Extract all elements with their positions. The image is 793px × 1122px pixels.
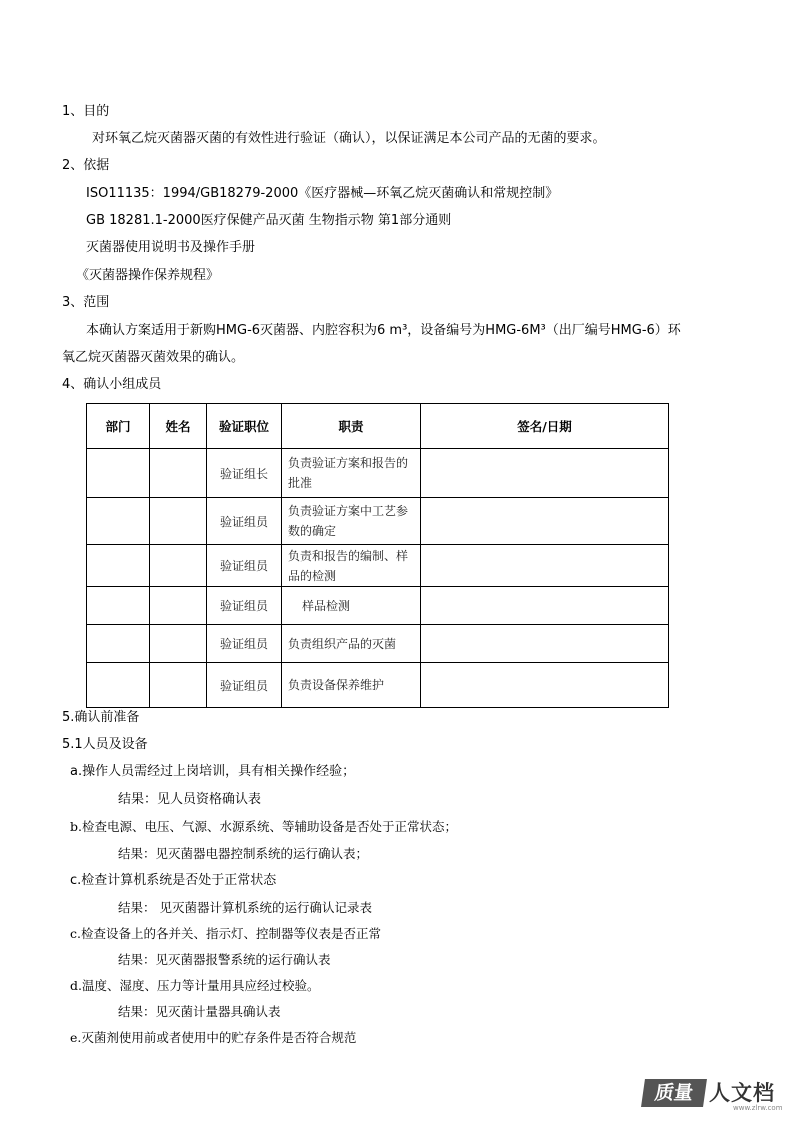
- section-3-body-line-2: 氧乙烷灭菌器灭菌效果的确认。: [62, 350, 245, 365]
- header-signature: 签名/日期: [421, 404, 669, 449]
- cell-duty: 负责设备保养维护: [282, 663, 421, 708]
- section-3-heading: 3、范围: [62, 295, 110, 310]
- reference-item: 灭菌器使用说明书及操作手册: [86, 240, 256, 255]
- cell-duty: 负责和报告的编制、样品的检测: [282, 545, 421, 587]
- prep-item: c.检查计算机系统是否处于正常状态: [70, 873, 277, 888]
- cell-role: 验证组长: [207, 449, 282, 498]
- section-4-heading: 4、确认小组成员: [62, 377, 162, 392]
- prep-result: 结果：见灭菌器电器控制系统的运行确认表；: [118, 846, 369, 861]
- cell-role: 验证组员: [207, 545, 282, 587]
- table-header-row: [87, 404, 669, 449]
- cell-duty: 负责验证方案和报告的批准: [282, 449, 421, 498]
- prep-item: a.操作人员需经过上岗培训，具有相关操作经验；: [70, 764, 356, 779]
- prep-result: 结果：见灭菌器报警系统的运行确认表: [118, 952, 331, 967]
- prep-result: 结果：见灭菌计量器具确认表: [118, 1004, 281, 1019]
- cell-signature: [421, 663, 669, 708]
- cell-role: 验证组员: [207, 625, 282, 663]
- cell-name: [150, 587, 207, 625]
- watermark-text: 人文档: [709, 1081, 775, 1105]
- section-1-body: 对环氧乙烷灭菌器灭菌的有效性进行验证（确认），以保证满足本公司产品的无菌的要求。: [92, 131, 606, 146]
- section-5-heading: 5.确认前准备: [62, 710, 140, 725]
- cell-duty: 样品检测: [282, 587, 421, 625]
- section-2-heading: 2、依据: [62, 158, 110, 173]
- cell-name: [150, 498, 207, 545]
- section-5-1-heading: 5.1人员及设备: [62, 737, 148, 752]
- cell-role: 验证组员: [207, 663, 282, 708]
- table-row: [87, 545, 669, 587]
- cell-dept: [87, 625, 150, 663]
- cell-role: 验证组员: [207, 587, 282, 625]
- cell-signature: [421, 449, 669, 498]
- cell-signature: [421, 587, 669, 625]
- cell-dept: [87, 545, 150, 587]
- cell-role: 验证组员: [207, 498, 282, 545]
- cell-dept: [87, 587, 150, 625]
- prep-result: 结果：见人员资格确认表: [118, 792, 262, 807]
- team-members-table: [86, 403, 669, 708]
- watermark-box: 质量: [641, 1079, 707, 1107]
- cell-duty: 负责验证方案中工艺参数的确定: [282, 498, 421, 545]
- section-3-body-line-1: 本确认方案适用于新购HMG-6灭菌器、内腔容积为6 m³，设备编号为HMG-6M³（出厂编号HMG-6）环: [86, 323, 681, 338]
- table-row: [87, 663, 669, 708]
- cell-dept: [87, 663, 150, 708]
- header-dept: 部门: [87, 404, 150, 449]
- header-duty: 职责: [282, 404, 421, 449]
- cell-signature: [421, 545, 669, 587]
- cell-dept: [87, 449, 150, 498]
- section-1-heading: 1、目的: [62, 104, 110, 119]
- watermark-url: www.zlrw.com: [733, 1104, 783, 1112]
- prep-result: 结果： 见灭菌器计算机系统的运行确认记录表: [118, 900, 372, 915]
- cell-dept: [87, 498, 150, 545]
- table-row: [87, 587, 669, 625]
- reference-item: ISO11135：1994/GB18279-2000《医疗器械—环氧乙烷灭菌确认和常规控制》: [86, 186, 559, 201]
- prep-item: b.检查电源、电压、气源、水源系统、等辅助设备是否处于正常状态；: [70, 819, 457, 834]
- table-row: [87, 498, 669, 545]
- cell-signature: [421, 498, 669, 545]
- reference-item: 《灭菌器操作保养规程》: [76, 268, 220, 283]
- prep-item: d.温度、湿度、压力等计量用具应经过校验。: [70, 978, 320, 993]
- table-row: [87, 449, 669, 498]
- cell-name: [150, 625, 207, 663]
- header-name: 姓名: [150, 404, 207, 449]
- cell-signature: [421, 625, 669, 663]
- prep-item: c.检查设备上的各并关、指示灯、控制器等仪表是否正常: [70, 926, 381, 941]
- cell-name: [150, 545, 207, 587]
- cell-duty: 负责组织产品的灭菌: [282, 625, 421, 663]
- prep-item: e.灭菌剂使用前或者使用中的贮存条件是否符合规范: [70, 1030, 357, 1045]
- header-role: 验证职位: [207, 404, 282, 449]
- cell-name: [150, 449, 207, 498]
- reference-item: GB 18281.1-2000医疗保健产品灭菌 生物指示物 第1部分通则: [86, 213, 452, 228]
- cell-name: [150, 663, 207, 708]
- table-row: [87, 625, 669, 663]
- watermark-logo: [643, 1077, 783, 1113]
